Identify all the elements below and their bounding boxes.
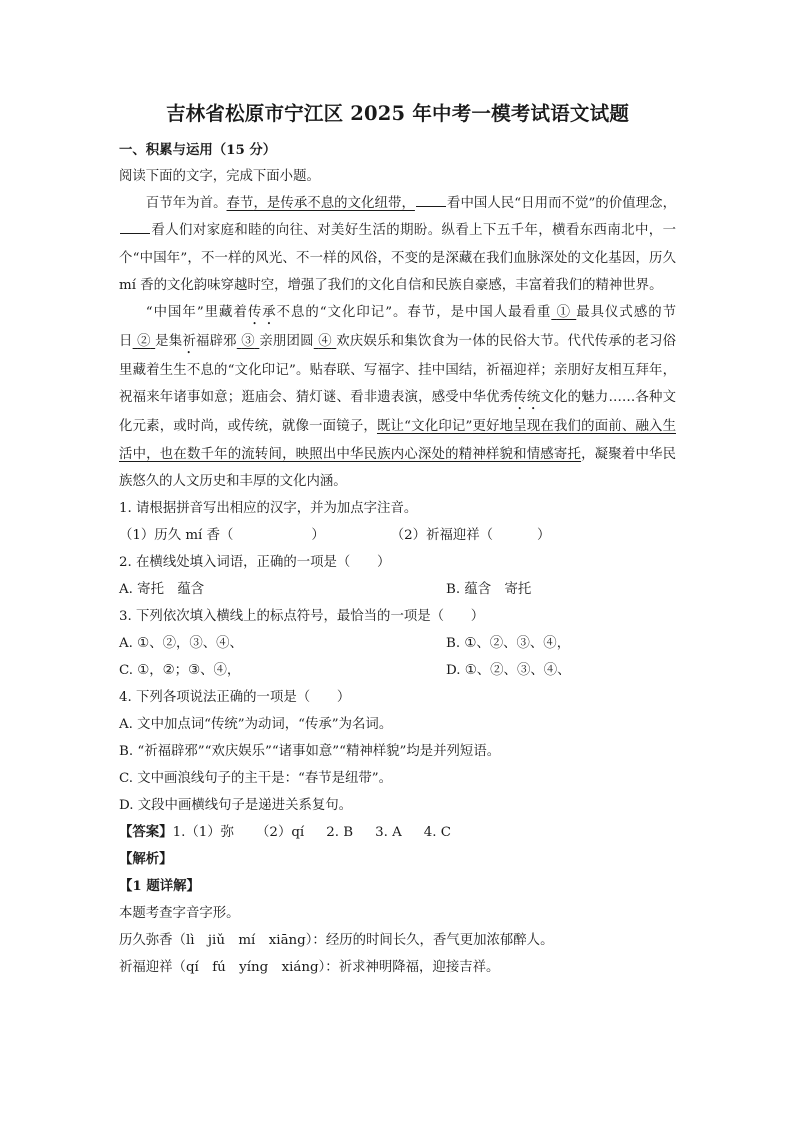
detail-1-label: 【1 题详解】	[119, 878, 200, 895]
analysis-label: 【解析】	[119, 851, 173, 868]
p2-text-e: 是集	[155, 334, 183, 350]
p2-dotted-char-qi: 祈	[182, 334, 196, 350]
q2-option-a: A. 寄托 蕴含	[119, 582, 205, 598]
p1-text-d: 看中国人民“日用而不觉”的价值理念，	[446, 196, 677, 211]
detail-1-text: 本题考查字音字形。	[119, 906, 240, 922]
q3-option-b: B. ①、②、③、④，	[446, 636, 571, 652]
answer-3: 3. A	[375, 825, 402, 841]
p2-text-k: 的老习俗里藏着生生不息的“文化印记”。贴春联、写福字、挂中国结，祈福迎祥；亲朋好友相互拜年，祝福来年诸事如意；逛庙会、猜灯谜、看非遗表演，感受中华优秀	[119, 334, 677, 406]
section-heading: 一、积累与运用（15 分）	[119, 142, 277, 158]
p2-text-g: 福辟邪	[195, 334, 237, 350]
p2-text-i: 欢庆娱乐和集饮食为一体的民俗大节。代代	[336, 334, 595, 350]
p2-text-a: “中国年”里藏着	[145, 305, 248, 321]
p2-text-o: ，凝聚着中华民族悠久的人文历史和丰厚的文化内涵。	[119, 446, 677, 490]
question-3-options-row-2	[119, 657, 676, 684]
p2-text-c: 不息的“文化印记”。春节，是中国人最看重	[276, 305, 552, 321]
p1-text-c: ，是传承不息的文化纽带，	[253, 196, 415, 211]
instruction-text: 阅读下面的文字，完成下面小题。	[119, 169, 320, 184]
q4-option-b: B. “祈福辟邪”“欢庆娱乐”“诸事如意”“精神样貌”均是并列短语。	[119, 744, 501, 760]
q3-option-a: A. ①、②，③、④、	[119, 636, 243, 652]
p2-text-j: 传承	[594, 334, 622, 350]
p2-underlined-sentence: 既让“文化印记”更好地呈现在我们的面前、融入生活中，也在数千年的流转间，映照出中华民族内心深处的精神样貌和情感寄托	[119, 419, 676, 462]
p2-text-d: 最具仪式感的节日	[119, 305, 676, 350]
passage-paragraph-1	[119, 190, 676, 299]
answer-label: 【答案】	[119, 824, 173, 841]
question-1-parts: （1）历久 mí 香（ ） （2）祈福迎祥（ ）	[119, 528, 551, 544]
p1-text-b: 春节	[226, 196, 254, 211]
passage-paragraph-2	[119, 299, 676, 495]
explanation-1: 历久弥香（lì jiǔ mí xiāng）：经历的时间长久，香气更加浓郁醉人。	[119, 933, 554, 949]
p2-dotted-word-chuantong: 传统	[513, 390, 541, 406]
p1-underlined-spring	[227, 196, 415, 211]
punct-blank-4: ④	[318, 334, 332, 350]
q4-option-a: A. 文中加点词“传统”为动词，“传承”为名词。	[119, 717, 393, 733]
explanation-2: 祈福迎祥（qí fú yíng xiáng）：祈求神明降福，迎接吉祥。	[119, 960, 500, 976]
q4-option-c: C. 文中画浪线句子的主干是：“春节是纽带”。	[119, 771, 393, 787]
answer-2: 2. B	[326, 825, 354, 841]
p2-text-h: 亲朋团圆	[259, 334, 314, 350]
answer-1-2: （2）qí	[256, 825, 305, 841]
p1-text-a: 百节年为首。	[145, 196, 227, 211]
question-2-options	[119, 576, 676, 603]
answer-line	[119, 819, 676, 846]
p2-text-m: 文化的魅力……各种文化元素，或时尚，或传统，就像一面镜子，	[119, 390, 677, 435]
answer-1-1: 1.（1）弥	[172, 825, 235, 841]
q1-part-2: （2）祈福迎祥（	[390, 528, 494, 544]
question-3-options-row-1	[119, 630, 676, 657]
question-1-stem: 1. 请根据拼音写出相应的汉字，并为加点字注音。	[119, 501, 418, 517]
q4-option-d: D. 文段中画横线句子是递进关系复句。	[119, 798, 353, 814]
fill-blank-1	[416, 192, 446, 207]
question-3-stem: 3. 下列依次填入横线上的标点符号，最恰当的一项是（ ）	[119, 609, 485, 625]
q3-option-c: C. ①，②；③、④，	[119, 663, 241, 679]
page-title: 吉林省松原市宁江区 2025 年中考一模考试语文试题	[165, 102, 630, 125]
fill-blank-2	[120, 219, 150, 234]
punct-blank-2: ②	[137, 334, 151, 350]
answer-4: 4. C	[423, 825, 452, 841]
p2-dotted-word-chuancheng: 传承	[247, 305, 277, 321]
q1-part-1: （1）历久 mí 香（	[119, 528, 234, 544]
question-4-stem: 4. 下列各项说法正确的一项是（ ）	[119, 690, 351, 706]
question-2-stem: 2. 在横线处填入词语，正确的一项是（ ）	[119, 555, 391, 571]
p1-text-e: 看人们对家庭和睦的向往、对美好生活的期盼。纵看上下五千年，横看东西南北中，一个“中国年”，不一样的风光、不一样的风俗，不变的是深藏在我们血脉深处的文化基因，历久 mí 香的文化韵味穿越时空，增强了我们的文化自信和民族自豪感，丰富着我们的精神世界。	[119, 223, 676, 293]
q2-option-b: B. 蕴含 寄托	[446, 582, 532, 598]
punct-blank-3: ③	[241, 334, 255, 350]
punct-blank-1: ①	[556, 305, 571, 321]
q3-option-d: D. ①、②、③、④、	[446, 663, 571, 679]
